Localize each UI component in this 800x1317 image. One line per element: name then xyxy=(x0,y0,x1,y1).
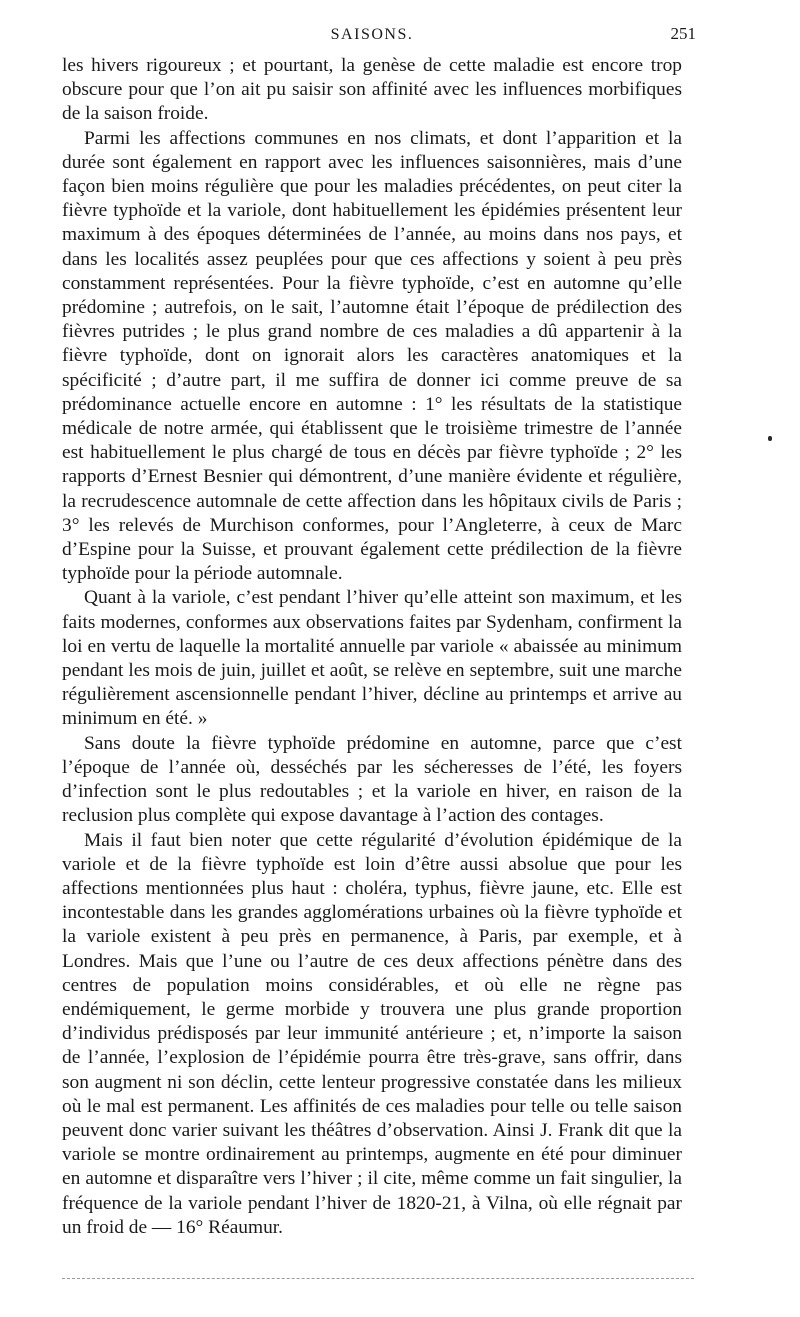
paragraph-explanation: Sans doute la fièvre typhoïde prédomine en automne, parce que c’est l’époque de l’année où, desséchés par les sécheresses de l’été, les foyers d’infection sont le plus redoutables ; et la variole en hiver, en raison de la reclusion plus complète qui expose davantage à l’action des contages. xyxy=(62,732,682,827)
paragraph-variole-winter: Quant à la variole, c’est pendant l’hiver qu’elle atteint son maximum, et les faits modernes, conformes aux observations faites par Sydenham, confirment la loi en vertu de laquelle la mortalité annuelle par variole « abaissée au minimum pendant les mois de juin, juillet et août, se relève en septembre, suit une marche régulièrement ascensionnelle pendant l’hiver, décline au printemps et arrive au minimum en été. » xyxy=(62,587,682,730)
paragraph-continuation: les hivers rigoureux ; et pourtant, la genèse de cette maladie est encore trop obscure pour que l’on ait pu saisir son affinité avec les influences morbifiques de la saison froide. xyxy=(62,55,682,125)
body-text xyxy=(62,54,682,1240)
running-header xyxy=(62,24,696,54)
ink-mark xyxy=(768,436,772,441)
paragraph-regularity: Mais il faut bien noter que cette régularité d’évolution épidémique de la variole et de la fièvre typhoïde est loin d’être aussi absolue que pour les affections mentionnées plus haut : choléra, typhus, fièvre jaune, etc. Elle est incontestable dans les grandes agglomérations urbaines où la fièvre typhoïde et la variole existent à peu près en permanence, à Paris, par exemple, et à Londres. Mais que l’une ou l’autre de ces deux affections pénètre dans des centres de population moins considérables, et où elle ne règne pas endémiquement, le germe morbide y trouvera une plus grande proportion d’individus prédisposés par leur immunité antérieure ; et, n’importe la saison de l’année, l’explosion de l’épidémie pourra être très-grave, sans offrir, dans son augment ni son déclin, cette lenteur progressive constatée dans les milieux où le mal est permanent. Les affinités de ces maladies pour telle ou telle saison peuvent donc varier suivant les théâtres d’observation. Ainsi J. Frank dit que la variole se montre ordinairement au printemps, augmente en été pour diminuer en automne et disparaître vers l’hiver ; il cite, même comme un fait singulier, la fréquence de la variole pendant l’hiver de 1820-21, à Vilna, où elle régnait par un froid de — 16° Réaumur. xyxy=(62,829,682,1238)
book-page xyxy=(62,24,696,1240)
running-title: SAISONS. xyxy=(330,26,414,43)
paragraph-typhoid-variole: Parmi les affections communes en nos climats, et dont l’apparition et la durée sont également en rapport avec les influences saisonnières, mais d’une façon bien moins régulière que pour les maladies précédentes, on peut citer la fièvre typhoïde et la variole, dont habituellement les épidémies présentent leur maximum à des époques déterminées de l’année, au moins dans nos pays, et dans les localités assez peuplées pour que ces affections y soient à peu près constamment représentées. Pour la fièvre typhoïde, c’est en automne qu’elle prédomine ; autrefois, on le sait, l’automne était l’époque de prédilection des fièvres putrides ; le plus grand nombre de ces maladies a dû appartenir à la fièvre typhoïde, dont on ignorait alors les caractères anatomiques et la spécificité ; d’autre part, il me suffira de donner ici comme preuve de sa prédominance actuelle encore en automne : 1° les résultats de la statistique médicale de notre armée, qui établissent que le troisième trimestre de l’année est habituellement le plus chargé de tous en décès par fièvre typhoïde ; 2° les rapports d’Ernest Besnier qui démontrent, d’une manière évidente et régulière, la recrudescence automnale de cette affection dans les hôpitaux civils de Paris ; 3° les relevés de Murchison conformes, pour l’Angleterre, à ceux de Marc d’Espine pour la Suisse, et prouvant également cette prédilection de la fièvre typhoïde pour la période automnale. xyxy=(62,127,682,585)
bottom-rule xyxy=(62,1278,694,1279)
page-number: 251 xyxy=(670,24,696,43)
